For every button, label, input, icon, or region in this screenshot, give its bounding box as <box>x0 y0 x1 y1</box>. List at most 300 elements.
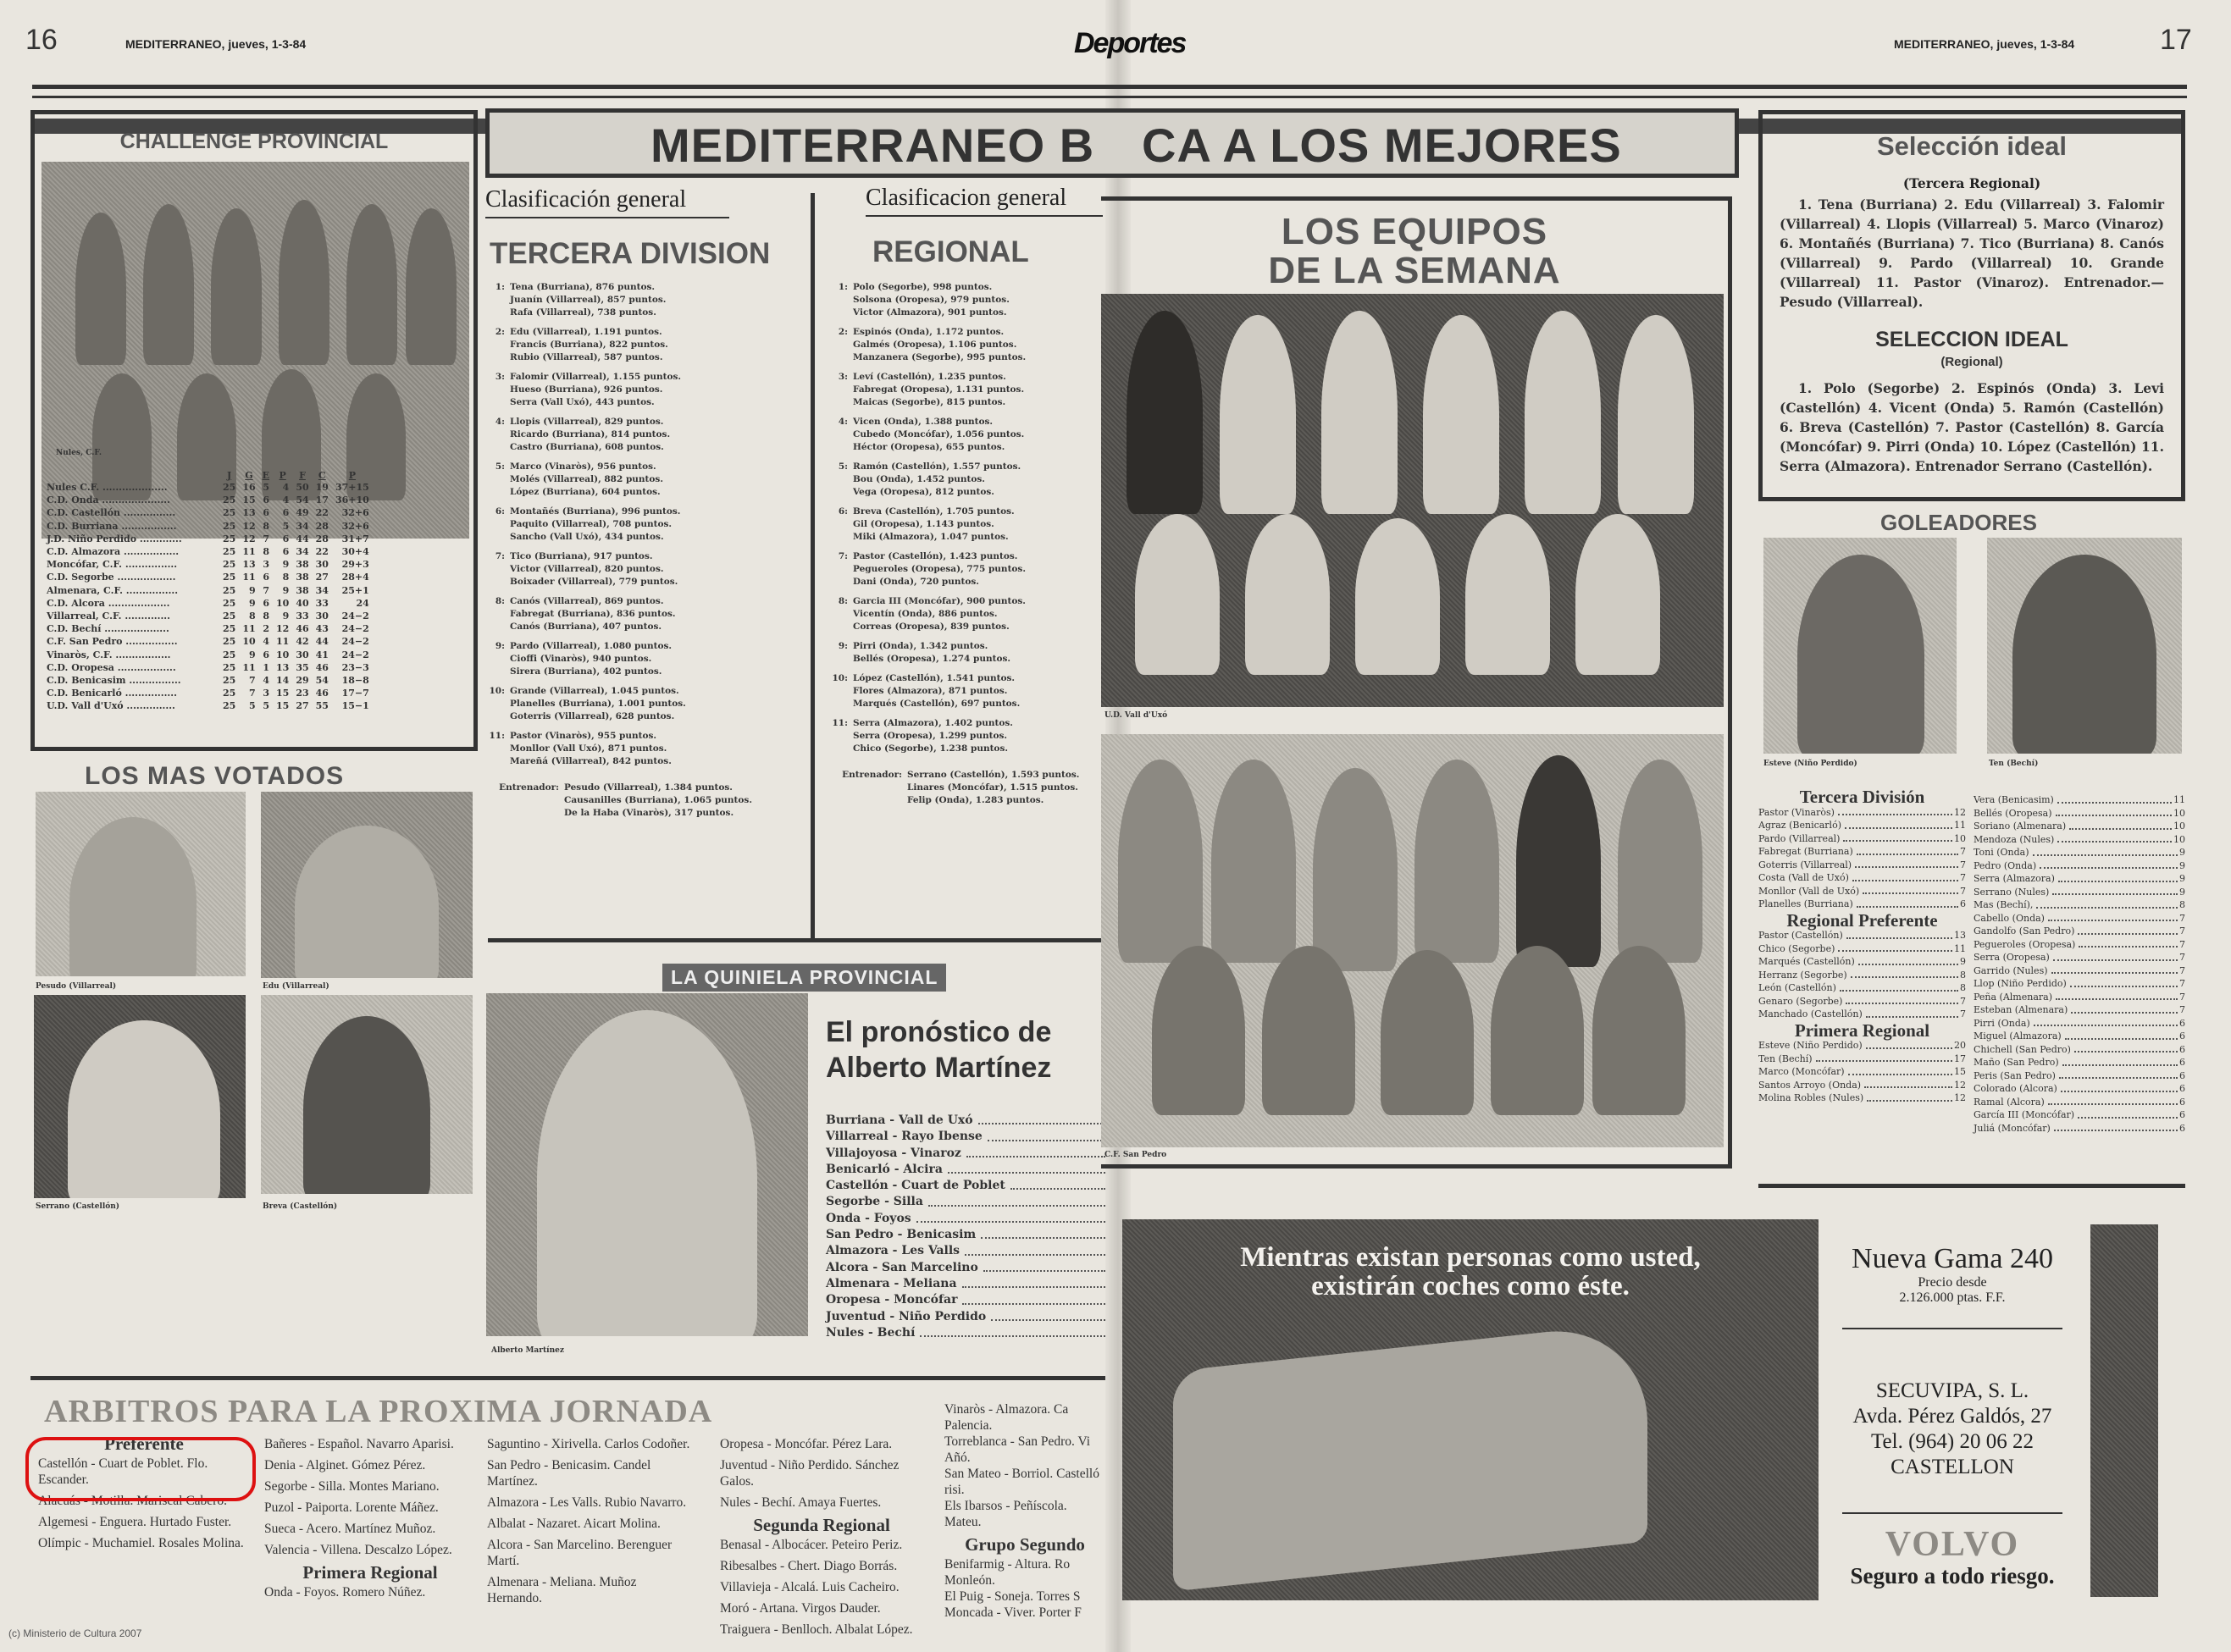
red-annotation-circle <box>25 1434 256 1501</box>
referee-assignment: Oropesa - Moncófar. Pérez Lara. <box>720 1437 893 1451</box>
scorer-goals: 6 <box>2179 1083 2185 1094</box>
voting-position: Entrenador: <box>499 782 559 793</box>
referee-assignment: Algemesi - Enguera. Hurtado Fuster. <box>38 1515 232 1529</box>
scorer-name: Cabello (Onda) <box>1974 912 2045 924</box>
quiniela-match <box>826 1292 1105 1308</box>
referee-assignment: Traiguera - Benlloch. Albalat López. <box>720 1622 913 1637</box>
stat-cell: 30 <box>315 559 329 571</box>
caption-vall-duxo: U.D. Vall d'Uxó <box>1104 711 1168 720</box>
scorer-row <box>1974 833 2185 847</box>
scorer-row <box>1974 807 2185 820</box>
scorer-row <box>1974 898 2185 912</box>
voting-lines <box>510 730 672 768</box>
dot-leader <box>2058 872 2178 882</box>
right-page-number: 17 <box>2160 24 2192 56</box>
headline-banner <box>485 108 1739 178</box>
quiniela-match <box>826 1325 1105 1341</box>
dot-leader <box>1846 995 1958 1005</box>
stat-cell: 6 <box>282 533 290 544</box>
stat-cell: 28+4 <box>341 572 369 583</box>
scorer-goals: 11 <box>1954 820 1966 831</box>
scorer-row <box>1974 859 2185 873</box>
ad-headline <box>1122 1243 1819 1301</box>
team-name: Villarreal, C.F. .............. <box>47 611 170 622</box>
scorer-name: Genaro (Segorbe) <box>1758 995 1843 1007</box>
scorer-goals: 6 <box>2179 1096 2185 1108</box>
stat-cell: 30+4 <box>341 546 369 558</box>
voting-line: Manzanera (Segorbe), 995 puntos. <box>853 352 1027 362</box>
match-name: Juventud - Niño Perdido <box>826 1309 987 1323</box>
stat-cell: 24−2 <box>341 636 369 648</box>
stat-cell: 25 <box>223 675 236 687</box>
dot-leader <box>962 1292 1105 1304</box>
referee-assignment: Onda - Foyos. Romero Núñez. <box>264 1585 426 1600</box>
scorer-name: Pedro (Onda) <box>1974 859 2037 871</box>
scorer-goals: 8 <box>1960 982 1966 993</box>
voting-position: 7: <box>495 551 505 561</box>
voting-lines <box>510 506 680 544</box>
right-running-head: MEDITERRANEO, jueves, 1-3-84 <box>1894 37 2075 51</box>
stat-cell: 32+6 <box>341 520 369 532</box>
scorer-goals: 7 <box>2179 925 2185 937</box>
voting-position: 3: <box>838 372 848 382</box>
mid-rule <box>488 938 1105 942</box>
equipos-title-line2: DE LA SEMANA <box>1268 250 1561 291</box>
stat-cell: 28 <box>315 520 329 532</box>
scorer-goals: 17 <box>1954 1053 1966 1064</box>
caption-ten: Ten (Bechí) <box>1989 760 2039 768</box>
ad-phone: Tel. (964) 20 06 22 <box>1871 1430 2034 1453</box>
stat-cell: 38 <box>296 572 309 583</box>
voting-lines <box>853 640 1010 666</box>
referee-assignment: Olímpic - Muchamiel. Rosales Molina. <box>38 1536 244 1550</box>
stat-cell: 25 <box>223 520 236 532</box>
headline-left: MEDITERRANEO B <box>650 119 1095 172</box>
challenge-box <box>30 110 478 751</box>
scorer-goals: 10 <box>2173 833 2185 845</box>
scorer-name: Herranz (Segorbe) <box>1758 969 1847 981</box>
team-name: Almenara, C.F. ................ <box>47 584 179 596</box>
seleccion-box <box>1758 110 2185 501</box>
referee-assignment: Almazora - Les Valls. Rubio Navarro. <box>487 1495 687 1510</box>
standings-row <box>43 674 373 687</box>
team-name: C.F. San Pedro ................ <box>47 636 178 648</box>
voting-group <box>483 640 805 678</box>
stat-cell: 11 <box>276 636 290 648</box>
mas-votados-title: LOS MAS VOTADOS <box>85 762 345 790</box>
voting-line: Hueso (Burriana), 926 puntos. <box>510 384 663 395</box>
referee-heading: Preferente <box>104 1434 184 1454</box>
scorer-name: Pirri (Onda) <box>1974 1017 2030 1029</box>
seleccion-text-regional: 1. Polo (Segorbe) 2. Espinós (Onda) 3. Levi (Castellón) 4. Vicent (Onda) 5. Ramón (Castellón) 6. Breva (Castellón) 7. Pastor (Castellón) 8. García (Moncófar) 9. Pirri (Onda) 10. López (Castellón) 11. Serra (Almazora). Entrenador Serrano (Castellón). <box>1780 380 2164 474</box>
scorer-goals: 10 <box>2173 807 2185 819</box>
stat-cell: 8 <box>248 611 256 622</box>
scorer-row <box>1974 912 2185 925</box>
scorer-goals: 12 <box>1954 1079 1966 1091</box>
left-running-head: MEDITERRANEO, jueves, 1-3-84 <box>125 37 307 51</box>
scorers-section-heading: Tercera División <box>1799 787 1925 807</box>
voting-line: Canós (Burriana), 407 puntos. <box>510 622 662 632</box>
dot-leader <box>983 1260 1105 1272</box>
quiniela-match-list <box>826 1113 1105 1341</box>
scorer-goals: 9 <box>2179 859 2185 871</box>
referee-assignment: Moró - Artana. Virgos Dauder. <box>720 1601 881 1616</box>
scorer-row <box>1758 1091 1966 1105</box>
col-header: G <box>245 470 253 481</box>
voting-group <box>483 782 805 820</box>
voting-line: Tena (Burriana), 876 puntos. <box>510 282 656 292</box>
scorer-row <box>1758 806 1966 820</box>
referee-assignment: Puzol - Paiporta. Lorente Máñez. <box>264 1500 439 1515</box>
tercera-voting-list <box>483 281 805 826</box>
team-name: C.D. Alcora ................... <box>47 597 170 609</box>
voting-group <box>826 326 1105 364</box>
voting-line: Serra (Oropesa), 1.299 puntos. <box>853 731 1008 741</box>
dot-leader <box>2071 1003 2178 1014</box>
referee-assignment: Juventud - Niño Perdido. Sánchez Galos. <box>720 1458 900 1489</box>
scorer-goals: 7 <box>1960 846 1966 857</box>
dot-leader <box>1838 942 1952 953</box>
dot-leader <box>948 1162 1105 1174</box>
stat-cell: 38 <box>296 584 309 596</box>
scorer-name: Manchado (Castellón) <box>1758 1008 1863 1019</box>
referee-assignment: Añó. <box>944 1450 971 1465</box>
voting-line: Pesudo (Villarreal), 1.384 puntos. <box>564 782 733 793</box>
voting-group <box>826 640 1105 666</box>
scorer-name: Monllor (Vall de Uxó) <box>1758 885 1860 897</box>
dot-leader <box>2034 1017 2178 1027</box>
team-name: Vinaròs, C.F. ................. <box>47 649 171 660</box>
dot-leader <box>1857 845 1958 855</box>
column-divider <box>811 193 815 938</box>
scorer-name: Miguel (Almazora) <box>1974 1030 2062 1041</box>
referee-assignment: Villavieja - Alcalá. Luis Cacheiro. <box>720 1580 900 1594</box>
scorer-name: Mas (Bechí), <box>1974 899 2034 910</box>
caption-alberto-martinez: Alberto Martínez <box>491 1346 564 1355</box>
voting-position: 11: <box>489 731 505 741</box>
arbitros-col-5 <box>944 1401 1105 1621</box>
stat-cell: 6 <box>282 546 290 558</box>
car-illustration <box>1173 1322 1647 1592</box>
voting-lines <box>853 461 1021 499</box>
challenge-photo-caption: Nules, C.F. <box>56 449 102 457</box>
voting-line: Falomir (Villarreal), 1.155 puntos. <box>510 372 682 382</box>
scorer-goals: 6 <box>2179 1017 2185 1029</box>
scorer-goals: 10 <box>1954 832 1966 844</box>
photo-breva <box>261 995 473 1194</box>
scorer-name: Pardo (Villarreal) <box>1758 832 1841 844</box>
team-name: C.D. Segorbe .................. <box>47 572 176 583</box>
dot-leader <box>965 1243 1105 1255</box>
stat-cell: 6 <box>282 507 290 519</box>
stat-cell: 15 <box>276 688 290 699</box>
standings-row <box>43 494 373 506</box>
stat-cell: 11 <box>242 661 256 673</box>
voting-line: Espinós (Onda), 1.172 puntos. <box>853 327 1005 337</box>
voting-line: Felip (Onda), 1.283 puntos. <box>907 795 1044 805</box>
voting-position: 2: <box>838 327 848 337</box>
voting-line: Grande (Villarreal), 1.045 puntos. <box>510 686 679 696</box>
referee-subheading: Primera Regional <box>302 1562 438 1583</box>
voting-line: Castro (Burriana), 608 puntos. <box>510 442 664 452</box>
bottom-rule-left <box>30 1376 1105 1380</box>
stat-cell: 14 <box>276 675 290 687</box>
voting-line: Vicentín (Onda), 886 puntos. <box>853 609 998 619</box>
dot-leader <box>920 1325 1105 1337</box>
scorer-name: Marco (Moncófar) <box>1758 1066 1845 1077</box>
voting-position: 1: <box>495 282 505 292</box>
scorers-right-column <box>1974 793 2185 1135</box>
stat-cell: 6 <box>263 649 270 660</box>
voting-line: Garcia III (Moncófar), 900 puntos. <box>853 596 1026 606</box>
dot-leader <box>2070 977 2178 987</box>
quiniela-match <box>826 1129 1105 1145</box>
scorer-row <box>1758 1079 1966 1092</box>
referee-assignment: risi. <box>944 1483 965 1497</box>
voting-line: López (Castellón), 1.541 puntos. <box>853 673 1016 683</box>
referee-assignment: Albalat - Nazaret. Aicart Molina. <box>487 1517 661 1531</box>
stat-cell: 17 <box>315 494 329 506</box>
voting-line: Serra (Vall Uxó), 443 puntos. <box>510 397 655 407</box>
stat-cell: 55 <box>315 700 329 712</box>
voting-group <box>483 506 805 544</box>
voting-lines <box>510 461 663 499</box>
referee-subheading: Grupo Segundo <box>965 1534 1085 1555</box>
scorers-bottom-rule <box>1758 1184 2185 1188</box>
dot-leader <box>1857 898 1958 908</box>
scorer-row <box>1974 793 2185 807</box>
standings-row <box>43 571 373 583</box>
voting-group <box>483 326 805 364</box>
voting-line: Polo (Segorbe), 998 puntos. <box>853 282 993 292</box>
dot-leader <box>2059 1069 2178 1080</box>
scorer-row <box>1758 859 1966 872</box>
voting-lines <box>510 550 678 588</box>
dot-leader <box>1840 981 1958 992</box>
voting-group <box>483 461 805 499</box>
scorer-row <box>1758 981 1966 995</box>
scorer-goals: 7 <box>2179 938 2185 950</box>
dot-leader <box>2056 807 2172 817</box>
goleadores-title: GOLEADORES <box>1880 510 2037 535</box>
dot-leader <box>1858 955 1958 965</box>
scorer-name: Ramal (Alcora) <box>1974 1096 2045 1108</box>
scorer-row <box>1758 969 1966 982</box>
header-rule-mid <box>32 96 2187 98</box>
stat-cell: 11 <box>242 546 256 558</box>
scorer-goals: 7 <box>1960 1008 1966 1019</box>
ad-model: Nueva Gama 240 <box>1852 1243 2053 1274</box>
dot-leader <box>1816 1053 1952 1063</box>
dot-leader <box>1010 1178 1105 1190</box>
dot-leader <box>2079 938 2178 948</box>
col-team <box>43 470 219 481</box>
stat-cell: 34 <box>315 584 329 596</box>
scorer-name: Ten (Bechí) <box>1758 1053 1813 1064</box>
voting-group <box>483 685 805 723</box>
referee-assignment: Almenara - Meliana. Muñoz Hernando. <box>487 1575 637 1605</box>
voting-line: Marqués (Castellón), 697 puntos. <box>853 699 1021 709</box>
voting-group <box>826 416 1105 454</box>
dot-leader <box>2057 833 2172 843</box>
stat-cell: 25 <box>223 636 236 648</box>
voting-line: Dani (Onda), 720 puntos. <box>853 577 979 587</box>
stat-cell: 2 <box>263 623 270 635</box>
team-photo-san-pedro <box>1101 734 1724 1147</box>
stat-cell: 6 <box>263 597 270 609</box>
voting-lines <box>510 371 681 409</box>
voting-line: Bou (Onda), 1.452 puntos. <box>853 474 985 484</box>
voting-line: Pegueroles (Oropesa), 775 puntos. <box>853 564 1026 574</box>
voting-group <box>483 595 805 633</box>
voting-line: Molés (Villarreal), 882 puntos. <box>510 474 663 484</box>
scorer-name: Maño (San Pedro) <box>1974 1057 2059 1068</box>
scorers-section-heading: Regional Preferente <box>1786 909 1938 931</box>
scorer-row <box>1758 871 1966 885</box>
voting-line: Fabregat (Burriana), 836 puntos. <box>510 609 676 619</box>
quiniela-match <box>826 1113 1105 1129</box>
voting-line: Cubedo (Moncófar), 1.056 puntos. <box>853 429 1025 439</box>
voting-group <box>826 281 1105 319</box>
voting-lines <box>853 672 1020 710</box>
stat-cell: 7 <box>248 688 256 699</box>
voting-lines <box>853 550 1026 588</box>
dot-leader <box>916 1211 1105 1223</box>
scorer-row <box>1974 1122 2185 1135</box>
scorer-goals: 20 <box>1954 1040 1966 1051</box>
dot-leader <box>2040 859 2178 870</box>
standings-row <box>43 584 373 597</box>
challenge-title: CHALLENGE PROVINCIAL <box>119 130 389 153</box>
voting-lines <box>510 281 666 319</box>
voting-line: Francis (Burriana), 822 puntos. <box>510 340 668 350</box>
scorer-row <box>1974 1043 2185 1057</box>
stat-cell: 4 <box>263 636 270 648</box>
seleccion-title-regional: SELECCION IDEAL <box>1875 328 2068 351</box>
voting-line: Linares (Moncófar), 1.515 puntos. <box>907 782 1078 793</box>
scorer-row <box>1974 938 2185 952</box>
scorer-name: Chico (Segorbe) <box>1758 942 1835 954</box>
team-name: C.D. Onda ..................... <box>47 494 170 506</box>
quiniela-match <box>826 1162 1105 1178</box>
scorer-goals: 7 <box>1960 859 1966 870</box>
match-name: San Pedro - Benicasim <box>826 1228 977 1242</box>
match-name: Nules - Bechí <box>826 1325 916 1340</box>
ad-side-bar <box>2090 1224 2158 1597</box>
voting-line: Ramón (Castellón), 1.557 puntos. <box>853 461 1021 472</box>
standings-row <box>43 687 373 699</box>
scorer-row <box>1758 995 1966 1008</box>
standings-row <box>43 610 373 622</box>
referee-assignment: Alacuás - Motilla. Mariscal Cabero. <box>38 1494 227 1508</box>
stat-cell: 32+6 <box>341 507 369 519</box>
dot-leader <box>2048 1096 2178 1106</box>
scorer-row <box>1758 1065 1966 1079</box>
team-name: C.D. Benicarló ................ <box>47 688 177 699</box>
dot-leader <box>2052 886 2178 896</box>
stat-cell: 54 <box>296 494 309 506</box>
standings-table <box>43 470 373 713</box>
stat-cell: 25 <box>223 597 236 609</box>
voting-line: Monllor (Vall Uxó), 871 puntos. <box>510 743 667 754</box>
section-logo: Deportes <box>1074 27 1186 59</box>
stat-cell: 5 <box>263 482 270 493</box>
quiniela-title-line1: El pronóstico de <box>826 1016 1052 1048</box>
dot-leader <box>2036 898 2178 909</box>
match-name: Segorbe - Silla <box>826 1195 923 1209</box>
scorer-goals: 9 <box>2179 847 2185 858</box>
quiniela-match <box>826 1178 1105 1194</box>
voting-position: 10: <box>832 673 848 683</box>
tercera-title: TERCERA DIVISION <box>490 237 771 270</box>
referee-assignment: Castellón - Cuart de Poblet. Flo. Escander. <box>38 1456 208 1487</box>
scorer-goals: 11 <box>1954 942 1966 954</box>
voting-position: 6: <box>838 506 848 517</box>
team-name: C.D. Almazora ................. <box>47 546 180 558</box>
col-header: J <box>227 470 232 481</box>
voting-line: Victor (Almazora), 901 puntos. <box>853 307 1007 318</box>
dot-leader <box>1851 969 1958 979</box>
voting-line: Llopis (Villarreal), 829 puntos. <box>510 417 664 427</box>
photo-serrano <box>34 995 246 1198</box>
voting-position: 5: <box>495 461 505 472</box>
arbitros-title: ARBITROS PARA LA PROXIMA JORNADA <box>44 1394 713 1429</box>
voting-position: 6: <box>495 506 505 517</box>
scorer-row <box>1974 846 2185 859</box>
voting-position: 7: <box>838 551 848 561</box>
scorer-row <box>1758 942 1966 956</box>
scorer-row <box>1758 955 1966 969</box>
match-name: Villarreal - Rayo Ibense <box>826 1130 983 1144</box>
scorer-row <box>1758 885 1966 898</box>
voting-position: 11: <box>832 718 848 728</box>
equipos-title <box>1101 213 1728 290</box>
scorer-row <box>1974 1030 2185 1043</box>
scorer-goals: 7 <box>1960 872 1966 883</box>
col-header: C <box>318 470 326 481</box>
ad-headline-line2: existirán coches como éste. <box>1311 1271 1630 1301</box>
dot-leader <box>2056 991 2178 1001</box>
stat-cell: 13 <box>276 661 290 673</box>
scorer-name: Bellés (Oropesa) <box>1974 807 2052 819</box>
voting-lines <box>853 506 1015 544</box>
stat-cell: 28 <box>315 533 329 544</box>
referee-assignment: Nules - Bechí. Amaya Fuertes. <box>720 1495 882 1510</box>
seleccion-title-tercera: Selección ideal <box>1877 131 2067 161</box>
col-header: F <box>299 470 306 481</box>
scorer-name: Peris (San Pedro) <box>1974 1069 2056 1081</box>
voting-line: Miki (Almazora), 1.047 puntos. <box>853 532 1009 542</box>
referee-assignment: El Puig - Soneja. Torres S <box>944 1589 1081 1604</box>
dot-leader <box>1845 819 1952 829</box>
team-name: U.D. Vall d'Uxó ............... <box>47 700 175 712</box>
voting-lines <box>510 640 672 678</box>
referee-assignment: Sueca - Acero. Martínez Muñoz. <box>264 1522 436 1536</box>
stat-cell: 17−7 <box>341 688 369 699</box>
scorer-row <box>1974 872 2185 886</box>
photo-pesudo <box>36 792 246 976</box>
stat-cell: 29+3 <box>341 559 369 571</box>
standings-row <box>43 635 373 648</box>
tercera-kicker: Clasificación general <box>485 186 729 218</box>
voting-position: 4: <box>838 417 848 427</box>
scorer-name: Toni (Onda) <box>1974 847 2029 858</box>
voting-lines <box>510 416 670 454</box>
stat-cell: 34 <box>296 546 309 558</box>
stat-cell: 27 <box>296 700 309 712</box>
referee-assignment: Segorbe - Silla. Montes Mariano. <box>264 1479 440 1494</box>
ad-info <box>1830 1243 2075 1588</box>
